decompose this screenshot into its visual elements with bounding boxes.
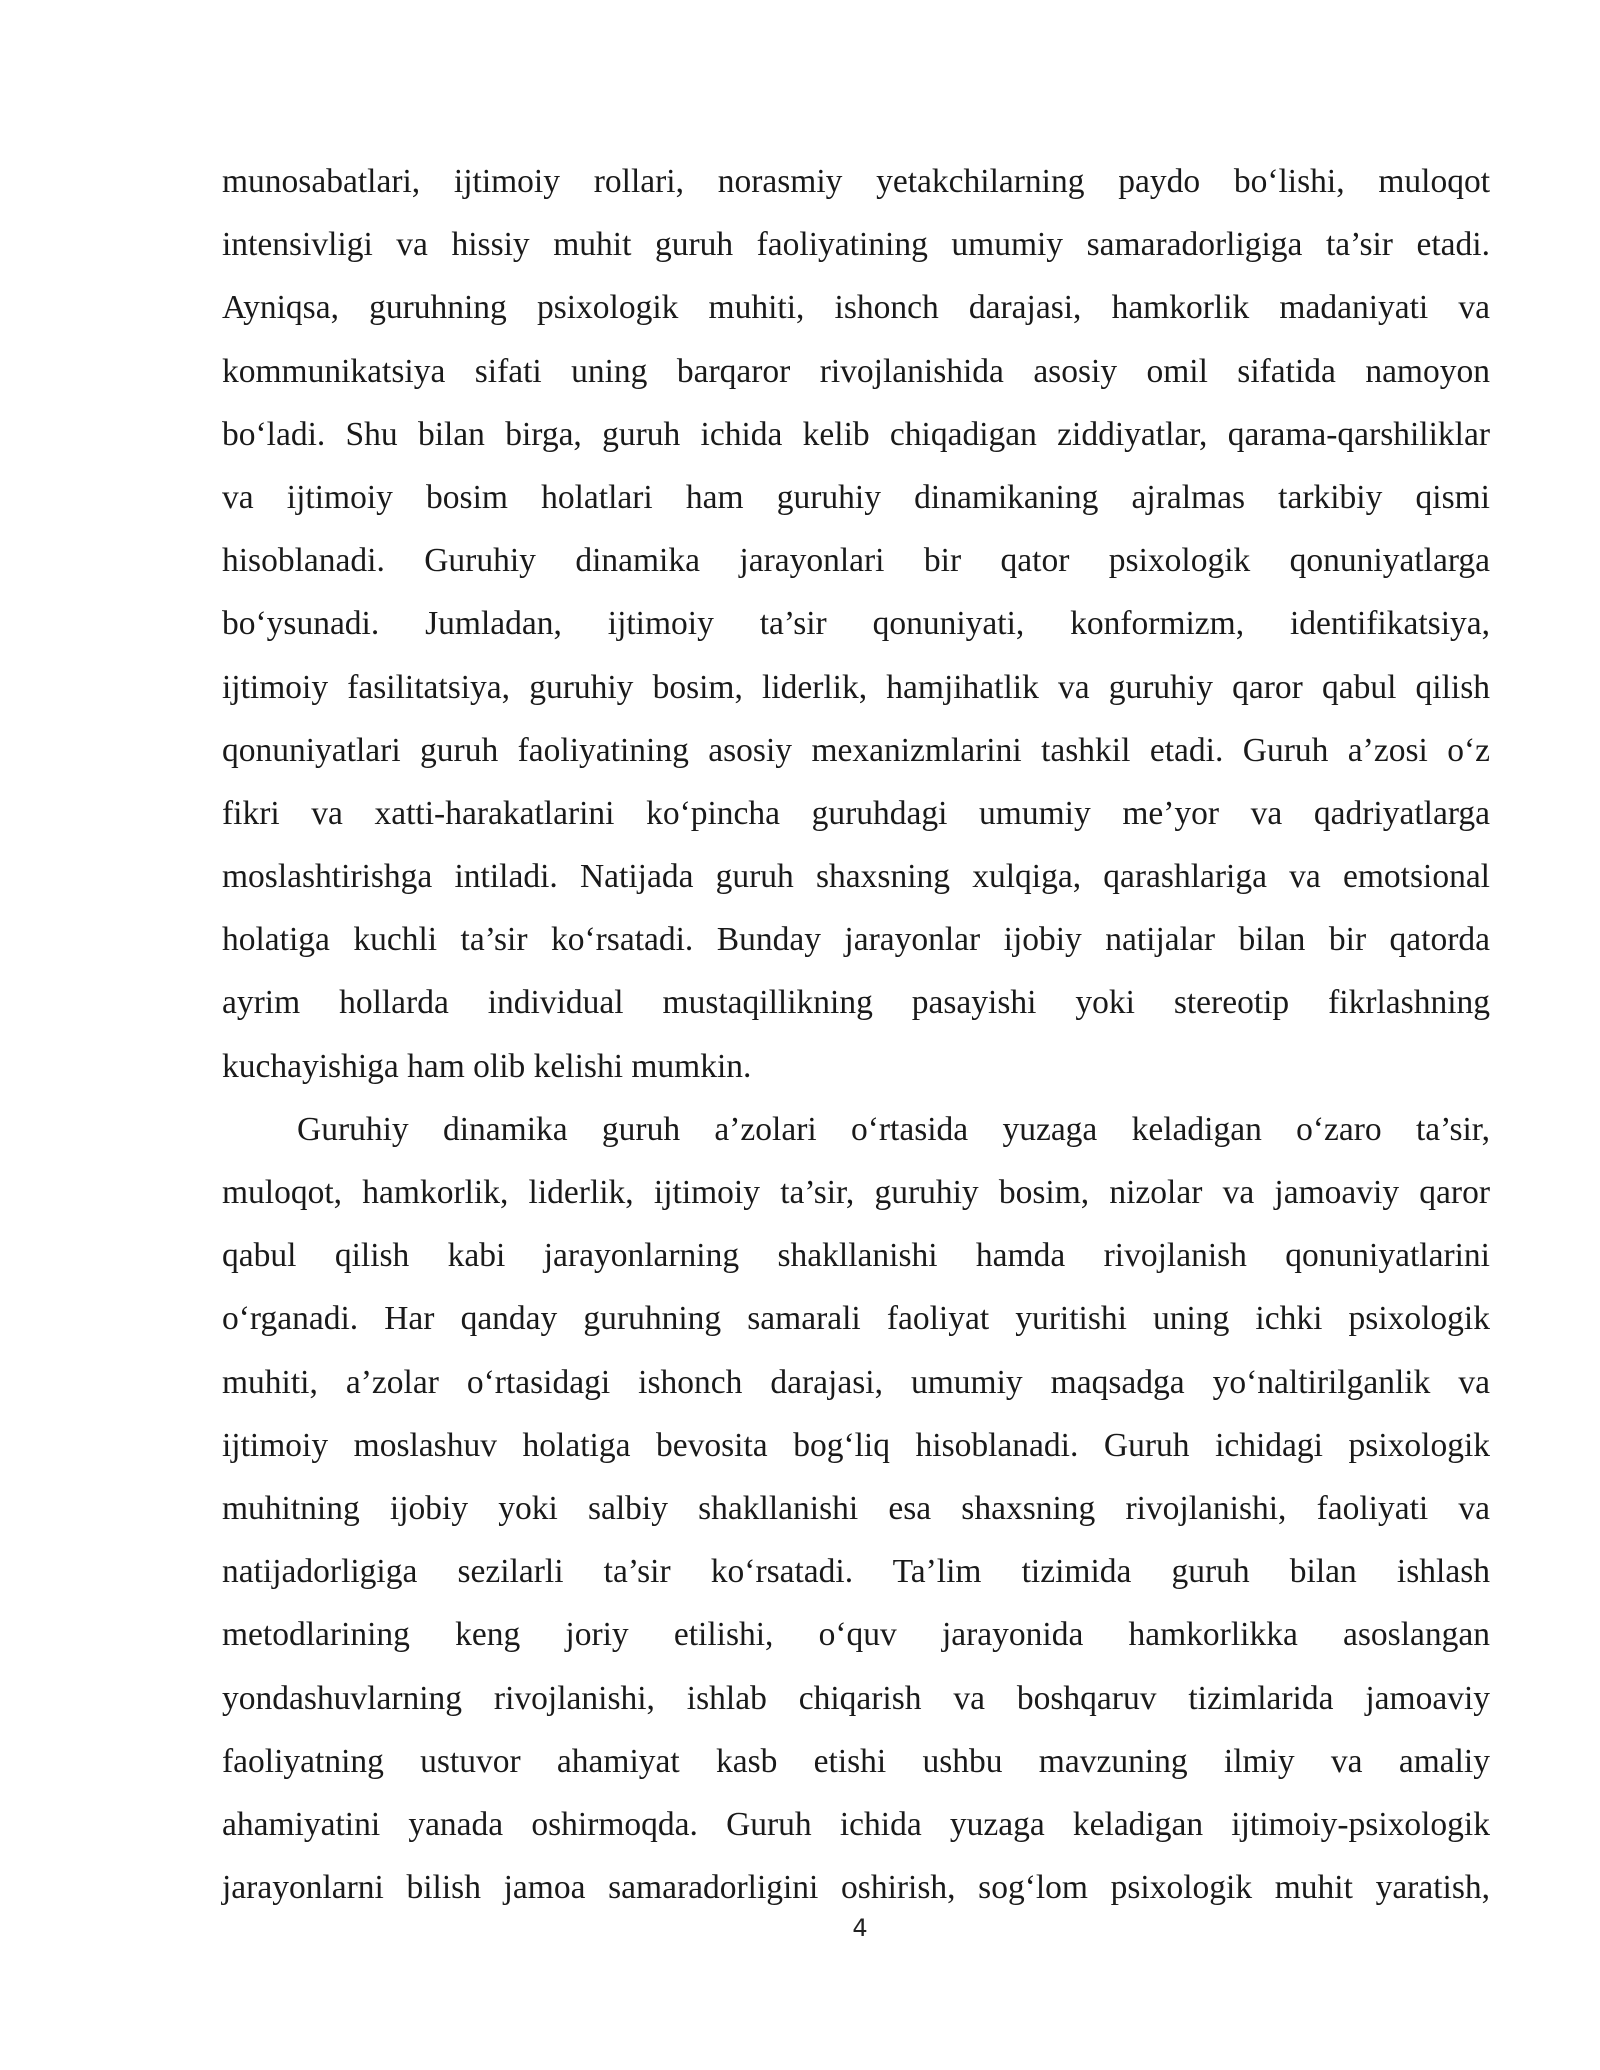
paragraph-2: [222, 1098, 1490, 1919]
text-line: kommunikatsiya sifati uning barqaror rivojlanishida asosiy omil sifatida namoyon: [222, 352, 1490, 390]
text-line: intensivligi va hissiy muhit guruh faoliyatining umumiy samaradorligiga ta’sir etadi.: [222, 226, 1490, 264]
text-line: moslashtirishga intiladi. Natijada guruh shaxsning xulqiga, qarashlariga va emotsional: [222, 858, 1490, 896]
text-line: hisoblanadi. Guruhiy dinamika jarayonlari bir qator psixologik qonuniyatlarga: [222, 542, 1490, 580]
page-number: 4: [852, 1914, 868, 1942]
text-line: bo‘ysunadi. Jumladan, ijtimoiy ta’sir qonuniyati, konformizm, identifikatsiya,: [222, 605, 1490, 643]
body-text: [222, 150, 1490, 1919]
text-line: munosabatlari, ijtimoiy rollari, norasmiy yetakchilarning paydo bo‘lishi, muloqot: [222, 163, 1490, 200]
text-line: kuchayishiga ham olib kelishi mumkin.: [222, 1047, 752, 1085]
text-line: ahamiyatini yanada oshirmoqda. Guruh ichida yuzaga keladigan ijtimoiy-psixologik: [222, 1805, 1490, 1843]
text-line: ayrim hollarda individual mustaqillikning pasayishi yoki stereotip fikrlashning: [222, 984, 1490, 1022]
text-line: muhiti, a’zolar o‘rtasidagi ishonch darajasi, umumiy maqsadga yo‘naltirilganlik va: [222, 1363, 1490, 1401]
text-line: ijtimoiy fasilitatsiya, guruhiy bosim, liderlik, hamjihatlik va guruhiy qaror qabul qilish: [222, 668, 1490, 706]
text-line: ijtimoiy moslashuv holatiga bevosita bog‘liq hisoblanadi. Guruh ichidagi psixologik: [222, 1426, 1490, 1464]
text-line: faoliyatning ustuvor ahamiyat kasb etishi ushbu mavzuning ilmiy va amaliy: [222, 1742, 1490, 1780]
text-line: o‘rganadi. Har qanday guruhning samarali faoliyat yuritishi uning ichki psixologik: [222, 1300, 1490, 1338]
text-line: holatiga kuchli ta’sir ko‘rsatadi. Bunday jarayonlar ijobiy natijalar bilan bir qatorda: [222, 921, 1490, 959]
text-line: Ayniqsa, guruhning psixologik muhiti, ishonch darajasi, hamkorlik madaniyati va: [222, 289, 1490, 327]
text-line: muloqot, hamkorlik, liderlik, ijtimoiy ta’sir, guruhiy bosim, nizolar va jamoaviy qaror: [222, 1174, 1490, 1211]
text-line: muhitning ijobiy yoki salbiy shakllanishi esa shaxsning rivojlanishi, faoliyati va: [222, 1489, 1490, 1527]
text-line: fikri va xatti-harakatlarini ko‘pincha guruhdagi umumiy me’yor va qadriyatlarga: [222, 794, 1490, 832]
text-line: natijadorligiga sezilarli ta’sir ko‘rsatadi. Ta’lim tizimida guruh bilan ishlash: [222, 1553, 1490, 1591]
text-line: va ijtimoiy bosim holatlari ham guruhiy dinamikaning ajralmas tarkibiy qismi: [222, 478, 1490, 516]
paragraph-1: [222, 150, 1490, 1098]
text-line: Guruhiy dinamika guruh a’zolari o‘rtasida yuzaga keladigan o‘zaro ta’sir,: [297, 1110, 1490, 1148]
text-line: qabul qilish kabi jarayonlarning shakllanishi hamda rivojlanish qonuniyatlarini: [222, 1237, 1490, 1275]
text-line: metodlarining keng joriy etilishi, o‘quv jarayonida hamkorlikka asoslangan: [222, 1616, 1490, 1654]
text-line: yondashuvlarning rivojlanishi, ishlab chiqarish va boshqaruv tizimlarida jamoaviy: [222, 1679, 1490, 1717]
text-line: jarayonlarni bilish jamoa samaradorligini oshirish, sog‘lom psixologik muhit yaratish,: [222, 1869, 1490, 1907]
text-line: bo‘ladi. Shu bilan birga, guruh ichida kelib chiqadigan ziddiyatlar, qarama-qarshiliklar: [222, 415, 1490, 453]
text-line: qonuniyatlari guruh faoliyatining asosiy mexanizmlarini tashkil etadi. Guruh a’zosi o‘z: [222, 731, 1490, 769]
